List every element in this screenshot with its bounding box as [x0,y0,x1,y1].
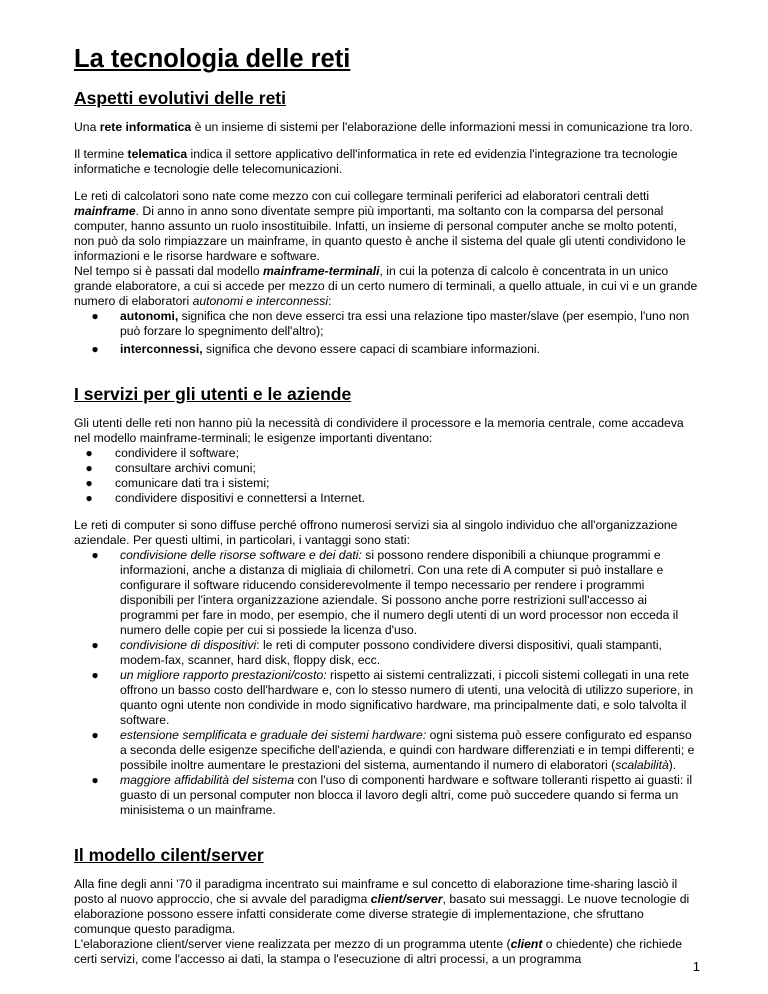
list-item: ● condividere dispositivi e connettersi a Internet. [74,491,700,506]
bullet-list [74,446,700,506]
section-heading-services: I servizi per gli utenti e le aziende [74,384,352,404]
section-heading-evolution: Aspetti evolutivi delle reti [74,88,286,108]
page-number: 1 [692,959,700,974]
bullet-icon: ● [85,446,93,460]
list-item: ● autonomi, significa che non deve esserci tra essi una relazione tipo master/slave (per esempio, l'uno non può forzare lo spegnimento dell'altro); [74,309,700,339]
paragraph: Una rete informatica è un insieme di sistemi per l'elaborazione delle informazioni messi in comunicazione tra loro. [74,120,693,134]
bullet-icon: ● [91,668,99,682]
list-item: ● condivisione di dispositivi: le reti di computer possono condividere diversi dispositivi, quali stampanti, modem-fax, scanner, hard disk, floppy disk, ecc. [74,638,700,668]
section-heading-client-server: Il modello cilent/server [74,845,264,865]
document-title: La tecnologia delle reti [74,45,351,73]
paragraph: Alla fine degli anni '70 il paradigma incentrato sui mainframe e sul concetto di elaborazione time-sharing lasciò il posto al nuovo approccio, che si avvale del paradigma client/server, basato sui messaggi. Le nuove tecnologie di elaborazione possono essere infatti considerate come diverse strategie di implementazione, che sfruttano comunque questo paradigma. [74,877,690,936]
bullet-icon: ● [91,638,99,652]
paragraph: Le reti di computer si sono diffuse perché offrono numerosi servizi sia al singolo individuo che all'organizzazione aziendale. Per questi ultimi, in particolari, i vantaggi sono stati: [74,518,678,547]
paragraph: Il termine telematica indica il settore applicativo dell'informatica in rete ed evidenzia l'integrazione tra tecnologie informatiche e tecnologie delle telecomunicazioni. [74,147,678,176]
bullet-icon: ● [85,491,93,505]
bullet-icon: ● [91,548,99,562]
list-item: ● consultare archivi comuni; [74,461,700,476]
list-item: ● estensione semplificata e graduale dei sistemi hardware: ogni sistema può essere configurato ed espanso a seconda delle esigenze specifiche dell'azienda, e quindi con hardware differenziati e in tempi differenti; e possibile inoltre aumentare le prestazioni del sistema, aumentando il numero di elaboratori (scalabilità). [74,728,700,773]
bullet-list [74,548,700,818]
bullet-icon: ● [91,728,99,742]
bullet-list [74,309,700,357]
paragraph: Gli utenti delle reti non hanno più la necessità di condividere il processore e la memoria centrale, come accadeva nel modello mainframe-terminali; le esigenze importanti diventano: [74,416,684,445]
paragraph: Le reti di calcolatori sono nate come mezzo con cui collegare terminali periferici ad elaboratori centrali detti mainframe. Di anno in anno sono diventate sempre più importanti, ma soltanto con la comparsa del personal computer, hanno assunto un ruolo insostituibile. Infatti, un insieme di personal computer anche se molto potenti, non può da solo rimpiazzare un mainframe, in quanto questo è anche il sistema del quale gli utenti condividono le informazioni e le risorse hardware e software. [74,189,686,263]
document-page [74,44,700,967]
paragraph: L'elaborazione client/server viene realizzata per mezzo di un programma utente (client o chiedente) che richiede certi servizi, come l'accesso ai dati, la stampa o l'esecuzione di altri processi, a un programma [74,937,682,966]
list-item: ● interconnessi, significa che devono essere capaci di scambiare informazioni. [74,342,700,357]
list-item: ● maggiore affidabilità del sistema con l'uso di componenti hardware e software tolleranti rispetto ai guasti: il guasto di un personal computer non blocca il lavoro degli altri, come può succedere quando si ferma un minisistema o un mainframe. [74,773,700,818]
list-item: ● condividere il software; [74,446,700,461]
list-item: ● condivisione delle risorse software e dei dati: si possono rendere disponibili a chiunque programmi e informazioni, anche a distanza di migliaia di chilometri. Con una rete di A computer si può installare e configurare il software riducendo considerevolmente il tempo necessario per rendere i programmi disponibili per l'intera organizzazione aziendale. Si possono anche porre restrizioni sull'accesso ai programmi per fare in modo, per esempio, che il numero degli utenti di un word processor non ecceda il numero delle copie per cui si possiede la licenza d'uso. [74,548,700,638]
bullet-icon: ● [85,461,93,475]
bullet-icon: ● [91,342,99,356]
bullet-icon: ● [91,773,99,787]
paragraph: Nel tempo si è passati dal modello mainframe-terminali, in cui la potenza di calcolo è concentrata in un unico grande elaboratore, a cui si accede per mezzo di un certo numero di terminali, a quello attuale, in cui vi e un grande numero di elaboratori autonomi e interconnessi: [74,264,698,308]
list-item: ● comunicare dati tra i sistemi; [74,476,700,491]
list-item: ● un migliore rapporto prestazioni/costo: rispetto ai sistemi centralizzati, i piccoli sistemi collegati in una rete offrono un basso costo dell'hardware e, con lo stesso numero di utenti, una velocità di utilizzo superiore, in quanto ogni utente non condivide in modo significativo hardware, ma principalmente dati, e solo talvolta il software. [74,668,700,728]
bullet-icon: ● [85,476,93,490]
bullet-icon: ● [91,309,99,323]
